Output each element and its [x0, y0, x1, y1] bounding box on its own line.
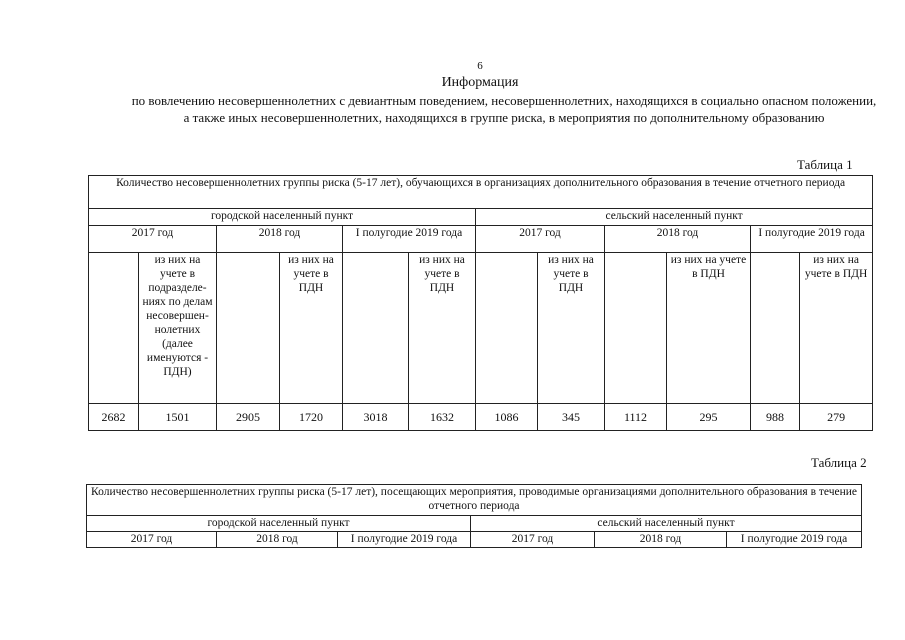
table-2 — [86, 484, 862, 548]
document-title: Информация — [441, 75, 519, 90]
table1-value: 345 — [538, 404, 605, 431]
table1-pdn-subheader: из них на учете в ПДН — [667, 253, 751, 404]
table1-period: I полугодие 2019 года — [751, 226, 873, 253]
table1-caption: Таблица 1 — [797, 157, 853, 172]
table2-period: 2018 год — [595, 532, 727, 548]
table2-period: 2017 год — [471, 532, 595, 548]
table2-caption: Таблица 2 — [811, 455, 867, 470]
table1-header: Количество несовершеннолетних группы риска (5-17 лет), обучающихся в организациях дополнительного образования в течение отчетного периода — [89, 176, 873, 209]
table1-value: 1720 — [280, 404, 343, 431]
table1-urban-header: городской населенный пункт — [89, 209, 476, 226]
table2-urban-header: городской населенный пункт — [87, 516, 471, 532]
table1-pdn-subheader: из них на учете в ПДН — [800, 253, 873, 404]
table1-value: 1086 — [476, 404, 538, 431]
table1-period: 2018 год — [217, 226, 343, 253]
table1-pdn-subheader: из них на учете в ПДН — [538, 253, 605, 404]
table1-pdn-subheader: из них на учете в ПДН — [280, 253, 343, 404]
table1-period: 2017 год — [89, 226, 217, 253]
table1-period: I полугодие 2019 года — [343, 226, 476, 253]
table2-period: 2017 год — [87, 532, 217, 548]
table1-total-cell — [751, 253, 800, 404]
table1-value: 988 — [751, 404, 800, 431]
table1-value: 3018 — [343, 404, 409, 431]
table2-period: 2018 год — [217, 532, 338, 548]
table1-period: 2017 год — [476, 226, 605, 253]
table2-header: Количество несовершеннолетних группы риска (5-17 лет), посещающих мероприятия, проводимые организациями дополнительного образования в течение отчетного периода — [87, 485, 862, 516]
table1-value: 1112 — [605, 404, 667, 431]
table2-period: I полугодие 2019 года — [727, 532, 862, 548]
table1-value: 295 — [667, 404, 751, 431]
table1-value: 1632 — [409, 404, 476, 431]
table1-pdn-subheader: из них на учете в подразделе-ниях по делам несовершен-нолетних (далее именуются - ПДН) — [139, 253, 217, 404]
table1-total-cell — [476, 253, 538, 404]
table1-value: 1501 — [139, 404, 217, 431]
table1-total-cell — [343, 253, 409, 404]
table1-period: 2018 год — [605, 226, 751, 253]
page-number: 6 — [477, 60, 483, 72]
table2-period: I полугодие 2019 года — [338, 532, 471, 548]
table1-total-cell — [89, 253, 139, 404]
table1-total-cell — [217, 253, 280, 404]
table2-rural-header: сельский населенный пункт — [471, 516, 862, 532]
table1-rural-header: сельский населенный пункт — [476, 209, 873, 226]
document-subtitle: по вовлечению несовершеннолетних с девиантным поведением, несовершеннолетних, находящихся в социально опасном положении, а также иных несовершеннолетних, находящихся в группе риска, в мероприятия по дополнительному образованию — [131, 93, 877, 125]
table1-value: 2682 — [89, 404, 139, 431]
table-1 — [88, 175, 873, 431]
table1-total-cell — [605, 253, 667, 404]
table1-value: 2905 — [217, 404, 280, 431]
table1-pdn-subheader: из них на учете в ПДН — [409, 253, 476, 404]
table1-value: 279 — [800, 404, 873, 431]
